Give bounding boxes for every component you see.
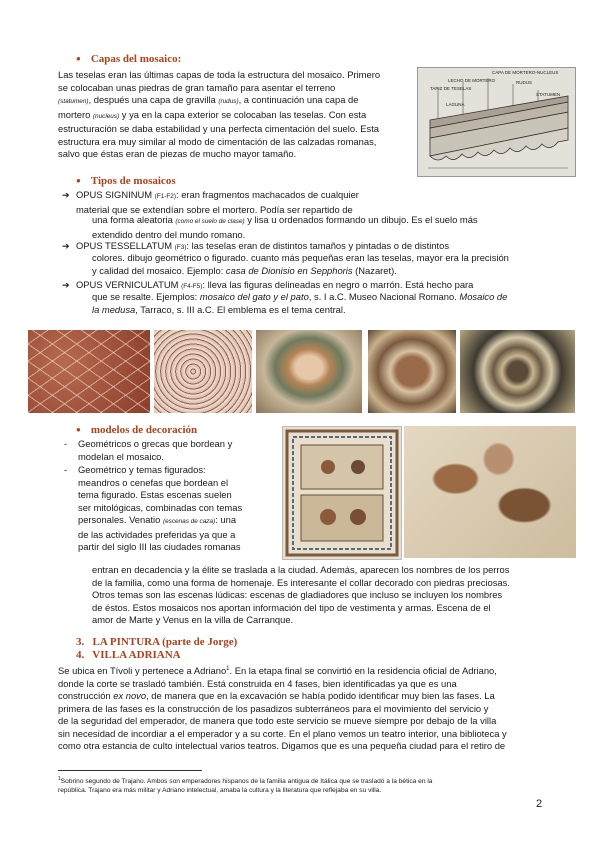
modelos-wide-paragraph: entran en decadencia y la élite se traslada a la ciudad. Además, aparecen los nombres de los perros de la familia, como una forma de homenaje. Es interesante el collar decorado con piedras preciosas. Otros temas son las escenas lúdicas: escenas de gladiadores que incluso se incluyen los nombres de éstos. Estos mosaicos nos aportan información del tipo de vestimenta y armas. Escena de el amor de Marte y Venus en la villa de Carranque. xyxy=(92,564,510,625)
photo-opus-signinum-1 xyxy=(28,330,150,413)
bullet-icon: ● xyxy=(76,176,81,185)
photo-mosaico-medusa xyxy=(460,330,575,413)
arrow-icon: ➔ xyxy=(62,241,70,251)
diagram-label-rudus: RUDUS xyxy=(516,80,533,85)
bullet-icon: ● xyxy=(76,425,81,434)
photo-mosaico-venatio xyxy=(404,426,576,558)
photo-mosaico-gato xyxy=(368,330,456,413)
geometric-mosaic-drawing xyxy=(283,427,401,559)
diagram-label-nucleus: CAPA DE MORTERO-NUCLEUS xyxy=(492,70,559,75)
diagram-label-lecho: LECHO DE MORTERO xyxy=(448,78,496,83)
heading-villa-adriana: 4. VILLA ADRIANA xyxy=(76,649,181,661)
item-geometricos: - Geométricos o grecas que bordean y modelan el mosaico. xyxy=(64,438,233,462)
diagram-drawing xyxy=(418,68,575,176)
arrow-icon: ➔ xyxy=(62,190,70,200)
verniculatum-wide-lines: que se resalte. Ejemplos: mosaico del gato y el pato, s. I a.C. Museo Nacional Romano. Mosaico de la medusa, Tarraco, s. III a.C. El emblema es el tema central. xyxy=(92,291,508,315)
diagram-label-laguna: LAGUNA xyxy=(446,102,465,107)
heading-capas: ● Capas del mosaico: xyxy=(76,53,182,65)
item-opus-tessellatum: ➔ OPUS TESSELLATUM (F3): las teselas eran de distintos tamaños y pintadas o de distintos xyxy=(62,240,450,251)
tessellatum-wide-lines: colores. dibujo geométrico o figurado. cuanto más pequeñas eran las teselas, mayor era la precisión y calidad del mosaico. Ejemplo: casa de Dionisio en Sepphoris (Nazaret). xyxy=(92,252,509,276)
photo-opus-signinum-2 xyxy=(154,330,252,413)
item-geometrico-figurados: - Geométrico y temas figurados: meandros o cenefas que bordean el tema figurado. Estas escenas suelen ser mitológicas, combinadas con temas personales. Venatio (escenas de caza): una de las actividades preferidas ya que a partir del siglo III las ciudades romanas xyxy=(64,464,243,552)
bullet-icon: ● xyxy=(76,54,81,63)
footnote-divider xyxy=(58,770,202,771)
villa-adriana-paragraph: Se ubica en Tívoli y pertenece a Adriano$^1$. En la etapa final se convirtió en la residencia oficial de Adriano, donde la corte se trasladó también. Está construida en 4 fases, bien identificadas ya que es una construcción ex novo, de manera que en la excavación se había podido identificar muy bien las fases. La primera de las fases es la construcción de los pasadizos subterráneos para el movimiento del servicio y de la seguridad del emperador, de manera que todo este servicio se mueve siempre por debajo de la villa sin necesidad de incordiar a el emperador y a su corte. En el plano vemos un teatro interior, una biblioteca y como otra estancia de culto intelectual varios teatros. Digamos que es una pequeña ciudad para el retiro de xyxy=(58,665,507,752)
photo-opus-tessellatum xyxy=(256,330,362,413)
heading-la-pintura: 3. LA PINTURA (parte de Jorge) xyxy=(76,636,238,648)
item-opus-signinum: ➔ OPUS SIGNINUM (F1-F2): eran fragmentos machacados de cualquier material que se extendían sobre el mortero. Podía ser repartido de xyxy=(62,189,359,215)
signinum-wide-lines: una forma aleatoria (como el suelo de clase) y lisa u ordenados formando un dibujo. Es el suelo más extendido dentro del mundo romano. xyxy=(92,214,478,240)
diagram-label-tapiz: TAPIZ DE TESELAS xyxy=(430,86,472,91)
capas-paragraph: Las teselas eran las últimas capas de toda la estructura del mosaico. Primero se colocaban unas piedras de gran tamaño para asentar el terreno (statumen), después una capa de gravilla (rudus), a continuación una capa de mortero (nucleus) y ya en la capa exterior se colocaban las teselas. Con esta estructuración se daba estabilidad y una perfecta cimentación del suelo. Esta estructura era muy similar al modo de cimentación de las calzadas romanas, salvo que éstas eran de piezas de mucho mayor tamaño. xyxy=(58,69,381,159)
heading-modelos: ● modelos de decoración xyxy=(76,424,198,436)
mosaic-layers-diagram xyxy=(417,67,576,177)
page-number: 2 xyxy=(536,798,543,810)
photo-mosaico-geometrico xyxy=(282,426,402,560)
footnote: $^1$Sobrino segundo de Trajano. Ambos son emperadores hispanos de la familia antigua de Itálica que se trasladó a la bética en la república. Trajano era más militar y Adriano intelectual, amaba la cultura y la literatura que reflejaba en su villa. xyxy=(58,776,433,795)
heading-tipos: ● Tipos de mosaicos xyxy=(76,175,176,187)
arrow-icon: ➔ xyxy=(62,280,70,290)
item-opus-verniculatum: ➔ OPUS VERNICULATUM (F4-F5): lleva las figuras delineadas en negro o marrón. Está hecho para xyxy=(62,279,474,290)
diagram-label-statumen: STATUMEN xyxy=(536,92,561,97)
